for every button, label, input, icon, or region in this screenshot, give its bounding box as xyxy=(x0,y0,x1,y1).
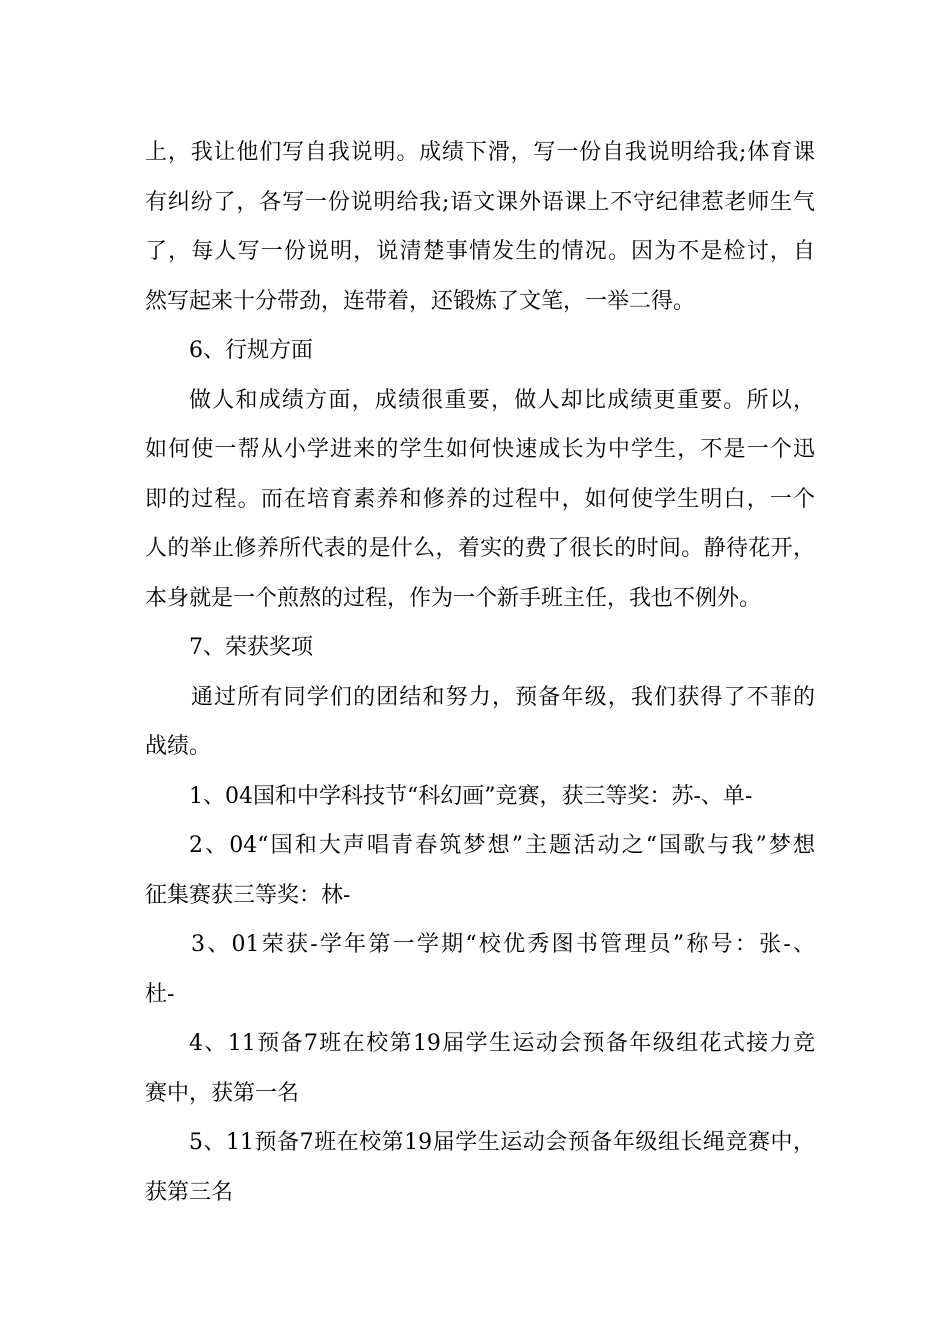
paragraph-line: 然写起来十分带劲，连带着，还锻炼了文笔，一举二得。 xyxy=(145,288,696,314)
award-item-continuation: 征集赛获三等奖：林- xyxy=(145,882,351,908)
award-item: 5、11预备7班在校第19届学生运动会预备年级组长绳竞赛中， xyxy=(189,1130,815,1155)
award-item: 4、11预备7班在校第19届学生运动会预备年级组花式接力竞 xyxy=(189,1031,815,1056)
award-item: 1、04国和中学科技节“科幻画”竞赛，获三等奖：苏-、单- xyxy=(189,783,753,809)
paragraph-line: 了，每人写一份说明，说清楚事情发生的情况。因为不是检讨，自 xyxy=(145,239,815,264)
award-item-continuation: 获第三名 xyxy=(145,1179,234,1205)
award-item-continuation: 赛中，获第一名 xyxy=(145,1080,300,1106)
paragraph-line: 如何使一帮从小学进来的学生如何快速成长为中学生，不是一个迅 xyxy=(145,437,815,462)
award-item: 2、04“国和大声唱青春筑梦想”主题活动之“国歌与我”梦想 xyxy=(189,833,815,858)
award-item: 3、01荣获-学年第一学期“校优秀图书管理员”称号：张-、 xyxy=(191,932,815,957)
paragraph-line: 人的举止修养所代表的是什么，着实的费了很长的时间。静待花开， xyxy=(145,536,815,561)
paragraph-line: 做人和成绩方面，成绩很重要，做人却比成绩更重要。所以， xyxy=(189,387,815,413)
paragraph-line: 战绩。 xyxy=(145,734,212,759)
paragraph-line: 通过所有同学们的团结和努力，预备年级，我们获得了不菲的 xyxy=(191,684,815,710)
section-heading: 6、行规方面 xyxy=(189,338,313,363)
document-body xyxy=(145,128,815,1217)
paragraph-line: 有纠纷了，各写一份说明给我;语文课外语课上不守纪律惹老师生气 xyxy=(145,189,815,215)
award-item-continuation: 杜- xyxy=(145,981,175,1007)
paragraph-line: 上，我让他们写自我说明。成绩下滑，写一份自我说明给我;体育课 xyxy=(145,140,815,165)
paragraph-line: 本身就是一个煎熬的过程，作为一个新手班主任，我也不例外。 xyxy=(145,585,762,611)
paragraph-line: 即的过程。而在培育素养和修养的过程中，如何使学生明白，一个 xyxy=(145,486,815,512)
section-heading: 7、荣获奖项 xyxy=(189,635,313,660)
